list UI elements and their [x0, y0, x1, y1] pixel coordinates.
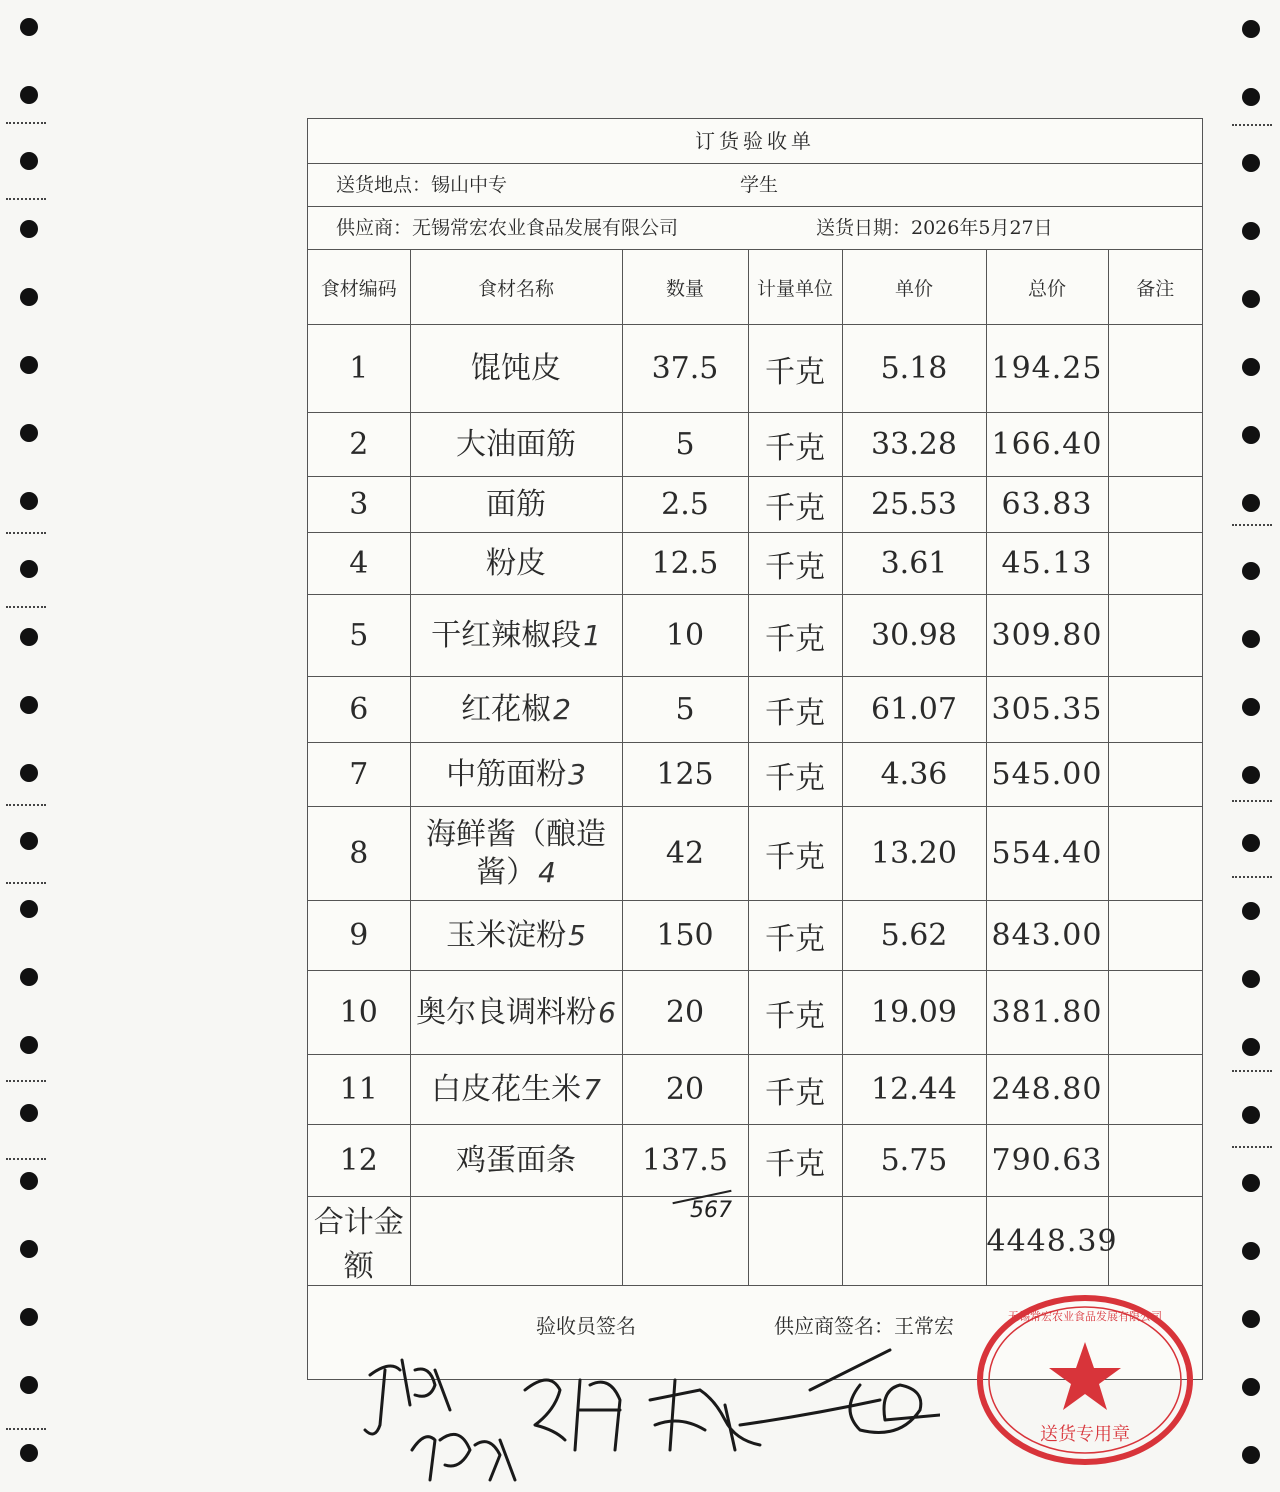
item-unit: 千克	[748, 743, 842, 807]
feed-hole	[20, 900, 38, 918]
feed-hole	[20, 424, 38, 442]
feed-hole	[20, 764, 38, 782]
feed-hole	[20, 288, 38, 306]
feed-hole	[20, 1172, 38, 1190]
feed-hole	[1242, 1038, 1260, 1056]
total-row	[308, 1197, 1202, 1286]
feed-hole	[20, 560, 38, 578]
header-code: 食材编码	[308, 250, 410, 325]
item-code: 7	[308, 743, 410, 807]
feed-hole	[1242, 1174, 1260, 1192]
feed-hole	[1242, 290, 1260, 308]
header-name: 食材名称	[410, 250, 622, 325]
header-unit: 计量单位	[748, 250, 842, 325]
item-qty: 10	[622, 595, 748, 677]
item-price: 5.18	[842, 325, 986, 413]
feed-hole	[20, 968, 38, 986]
item-unit: 千克	[748, 533, 842, 595]
feed-hole	[20, 696, 38, 714]
handwritten-check-number: 2	[553, 692, 571, 726]
item-note	[1108, 1125, 1202, 1197]
header-total: 总价	[986, 250, 1108, 325]
feed-hole	[1242, 562, 1260, 580]
perforation	[6, 532, 46, 534]
feed-hole	[1242, 358, 1260, 376]
feed-hole	[20, 86, 38, 104]
item-qty: 37.5	[622, 325, 748, 413]
total-label: 合计金额	[308, 1197, 410, 1286]
feed-hole	[1242, 494, 1260, 512]
item-total: 194.25	[986, 325, 1108, 413]
item-code: 10	[308, 971, 410, 1055]
header-price: 单价	[842, 250, 986, 325]
feed-hole	[1242, 902, 1260, 920]
feed-hole	[1242, 1242, 1260, 1260]
item-name-text: 白皮花生米	[431, 1071, 582, 1107]
perforation	[6, 122, 46, 124]
delivery-location: 送货地点：锡山中专	[336, 174, 508, 196]
feed-hole	[1242, 1310, 1260, 1328]
perforation	[6, 1158, 46, 1160]
item-qty: 125	[622, 743, 748, 807]
item-qty: 12.5	[622, 533, 748, 595]
company-seal	[970, 1290, 1200, 1470]
feed-hole	[20, 356, 38, 374]
item-name	[410, 1055, 622, 1125]
item-unit: 千克	[748, 677, 842, 743]
feed-hole	[20, 492, 38, 510]
item-code: 8	[308, 807, 410, 901]
form-title: 订货验收单	[308, 119, 1202, 164]
item-code: 12	[308, 1125, 410, 1197]
item-unit: 千克	[748, 807, 842, 901]
feed-hole	[1242, 222, 1260, 240]
table-row	[308, 901, 1202, 971]
item-note	[1108, 901, 1202, 971]
item-note	[1108, 807, 1202, 901]
feed-hole	[1242, 1446, 1260, 1464]
header-qty: 数量	[622, 250, 748, 325]
feed-hole	[20, 152, 38, 170]
item-note	[1108, 971, 1202, 1055]
perforation	[6, 198, 46, 200]
perforation	[6, 804, 46, 806]
handwritten-qty-sum: 567	[690, 1198, 732, 1223]
item-name-text: 玉米淀粉	[446, 917, 567, 953]
perforation	[6, 606, 46, 608]
item-name-text: 中筋面粉	[446, 756, 567, 792]
item-price: 25.53	[842, 477, 986, 533]
item-name	[410, 971, 622, 1055]
handwritten-check-number: 4	[538, 855, 556, 889]
header-note: 备注	[1108, 250, 1202, 325]
item-code: 3	[308, 477, 410, 533]
perforation	[1232, 1146, 1272, 1148]
handwritten-signatures	[340, 1330, 940, 1490]
item-rows	[308, 325, 1202, 1197]
feed-hole	[1242, 1106, 1260, 1124]
item-price: 30.98	[842, 595, 986, 677]
table-row	[308, 595, 1202, 677]
inspector-signature-label: 验收员签名	[536, 1314, 636, 1338]
handwritten-check-number: 5	[568, 918, 586, 952]
item-name	[410, 325, 622, 413]
total-empty-cell	[842, 1197, 986, 1286]
total-amount: 4448.39	[986, 1197, 1108, 1286]
item-total: 309.80	[986, 595, 1108, 677]
table-row	[308, 413, 1202, 477]
supplier-row	[308, 207, 1202, 250]
feed-hole	[20, 628, 38, 646]
feed-hole	[20, 220, 38, 238]
perforation	[1232, 1070, 1272, 1072]
item-price: 13.20	[842, 807, 986, 901]
feed-hole	[20, 1240, 38, 1258]
item-total: 305.35	[986, 677, 1108, 743]
feed-hole	[1242, 154, 1260, 172]
item-total: 248.80	[986, 1055, 1108, 1125]
item-total: 843.00	[986, 901, 1108, 971]
item-qty: 20	[622, 971, 748, 1055]
item-total: 554.40	[986, 807, 1108, 901]
item-note	[1108, 595, 1202, 677]
item-name-text: 面筋	[486, 486, 546, 522]
item-name	[410, 743, 622, 807]
feed-hole	[1242, 426, 1260, 444]
item-qty: 5	[622, 677, 748, 743]
item-unit: 千克	[748, 971, 842, 1055]
item-note	[1108, 533, 1202, 595]
item-name	[410, 413, 622, 477]
item-total: 166.40	[986, 413, 1108, 477]
item-qty: 5	[622, 413, 748, 477]
table-row	[308, 677, 1202, 743]
item-qty: 2.5	[622, 477, 748, 533]
item-note	[1108, 477, 1202, 533]
table-row	[308, 477, 1202, 533]
item-code: 2	[308, 413, 410, 477]
perforation	[6, 1428, 46, 1430]
item-code: 9	[308, 901, 410, 971]
table-row	[308, 807, 1202, 901]
item-price: 12.44	[842, 1055, 986, 1125]
item-name-text: 红花椒	[461, 691, 552, 727]
item-unit: 千克	[748, 1055, 842, 1125]
item-code: 5	[308, 595, 410, 677]
item-name	[410, 901, 622, 971]
perforation	[1232, 524, 1272, 526]
item-total: 63.83	[986, 477, 1108, 533]
svg-text:无锡常宏农业食品发展有限公司: 无锡常宏农业食品发展有限公司	[1008, 1310, 1162, 1323]
supplier-signature-label: 供应商签名：王常宏	[774, 1314, 954, 1338]
item-unit: 千克	[748, 595, 842, 677]
item-price: 3.61	[842, 533, 986, 595]
item-note	[1108, 325, 1202, 413]
perforation	[6, 1080, 46, 1082]
item-unit: 千克	[748, 325, 842, 413]
table-row	[308, 743, 1202, 807]
item-qty: 150	[622, 901, 748, 971]
feed-hole	[20, 1376, 38, 1394]
item-unit: 千克	[748, 413, 842, 477]
total-empty-cell	[1108, 1197, 1202, 1286]
feed-hole	[20, 832, 38, 850]
item-price: 19.09	[842, 971, 986, 1055]
right-tractor-margin	[1220, 0, 1280, 1492]
item-price: 33.28	[842, 413, 986, 477]
item-name	[410, 477, 622, 533]
item-unit: 千克	[748, 901, 842, 971]
item-unit: 千克	[748, 1125, 842, 1197]
order-receipt-form	[307, 118, 1203, 1380]
item-name-text: 海鲜酱（酿造酱）	[426, 816, 606, 890]
item-price: 5.62	[842, 901, 986, 971]
supplier-name: 供应商：无锡常宏农业食品发展有限公司	[336, 217, 679, 239]
item-name-text: 粉皮	[486, 545, 546, 581]
item-code: 4	[308, 533, 410, 595]
item-name-text: 干红辣椒段	[431, 617, 582, 653]
feed-hole	[20, 18, 38, 36]
item-price: 61.07	[842, 677, 986, 743]
delivery-location-row	[308, 164, 1202, 207]
item-name	[410, 1125, 622, 1197]
table-row	[308, 325, 1202, 413]
total-empty-cell	[410, 1197, 622, 1286]
item-name	[410, 595, 622, 677]
item-total: 790.63	[986, 1125, 1108, 1197]
table-row	[308, 971, 1202, 1055]
left-tractor-margin	[0, 0, 60, 1492]
table-row	[308, 1125, 1202, 1197]
handwritten-check-number: 3	[568, 757, 586, 791]
perforation	[1232, 800, 1272, 802]
feed-hole	[1242, 630, 1260, 648]
table-header-row	[308, 250, 1202, 325]
item-qty: 20	[622, 1055, 748, 1125]
feed-hole	[1242, 766, 1260, 784]
item-name-text: 馄饨皮	[471, 350, 561, 386]
feed-hole	[1242, 970, 1260, 988]
feed-hole	[20, 1444, 38, 1462]
item-name-text: 鸡蛋面条	[456, 1142, 576, 1178]
handwritten-check-number: 7	[583, 1072, 601, 1106]
item-qty: 137.5	[622, 1125, 748, 1197]
feed-hole	[20, 1308, 38, 1326]
feed-hole	[20, 1036, 38, 1054]
feed-hole	[20, 1104, 38, 1122]
item-note	[1108, 677, 1202, 743]
handwritten-check-number: 6	[598, 995, 616, 1029]
total-empty-cell	[748, 1197, 842, 1286]
perforation	[1232, 876, 1272, 878]
item-note	[1108, 413, 1202, 477]
perforation	[6, 882, 46, 884]
delivery-target: 学生	[740, 174, 779, 196]
perforation	[1232, 124, 1272, 126]
delivery-date: 送货日期：2026年5月27日	[816, 217, 1053, 239]
item-code: 11	[308, 1055, 410, 1125]
item-name	[410, 807, 622, 901]
feed-hole	[1242, 88, 1260, 106]
item-name	[410, 533, 622, 595]
item-code: 6	[308, 677, 410, 743]
item-name	[410, 677, 622, 743]
table-row	[308, 533, 1202, 595]
table-row	[308, 1055, 1202, 1125]
feed-hole	[1242, 1378, 1260, 1396]
items-table	[308, 250, 1202, 1286]
item-total: 545.00	[986, 743, 1108, 807]
handwritten-check-number: 1	[583, 618, 601, 652]
item-price: 4.36	[842, 743, 986, 807]
feed-hole	[1242, 20, 1260, 38]
item-unit: 千克	[748, 477, 842, 533]
feed-hole	[1242, 834, 1260, 852]
item-qty: 42	[622, 807, 748, 901]
item-total: 381.80	[986, 971, 1108, 1055]
item-note	[1108, 743, 1202, 807]
item-code: 1	[308, 325, 410, 413]
item-total: 45.13	[986, 533, 1108, 595]
item-note	[1108, 1055, 1202, 1125]
item-name-text: 大油面筋	[456, 426, 576, 462]
svg-text:送货专用章: 送货专用章	[1040, 1424, 1130, 1445]
item-price: 5.75	[842, 1125, 986, 1197]
item-name-text: 奥尔良调料粉	[416, 994, 597, 1030]
feed-hole	[1242, 698, 1260, 716]
